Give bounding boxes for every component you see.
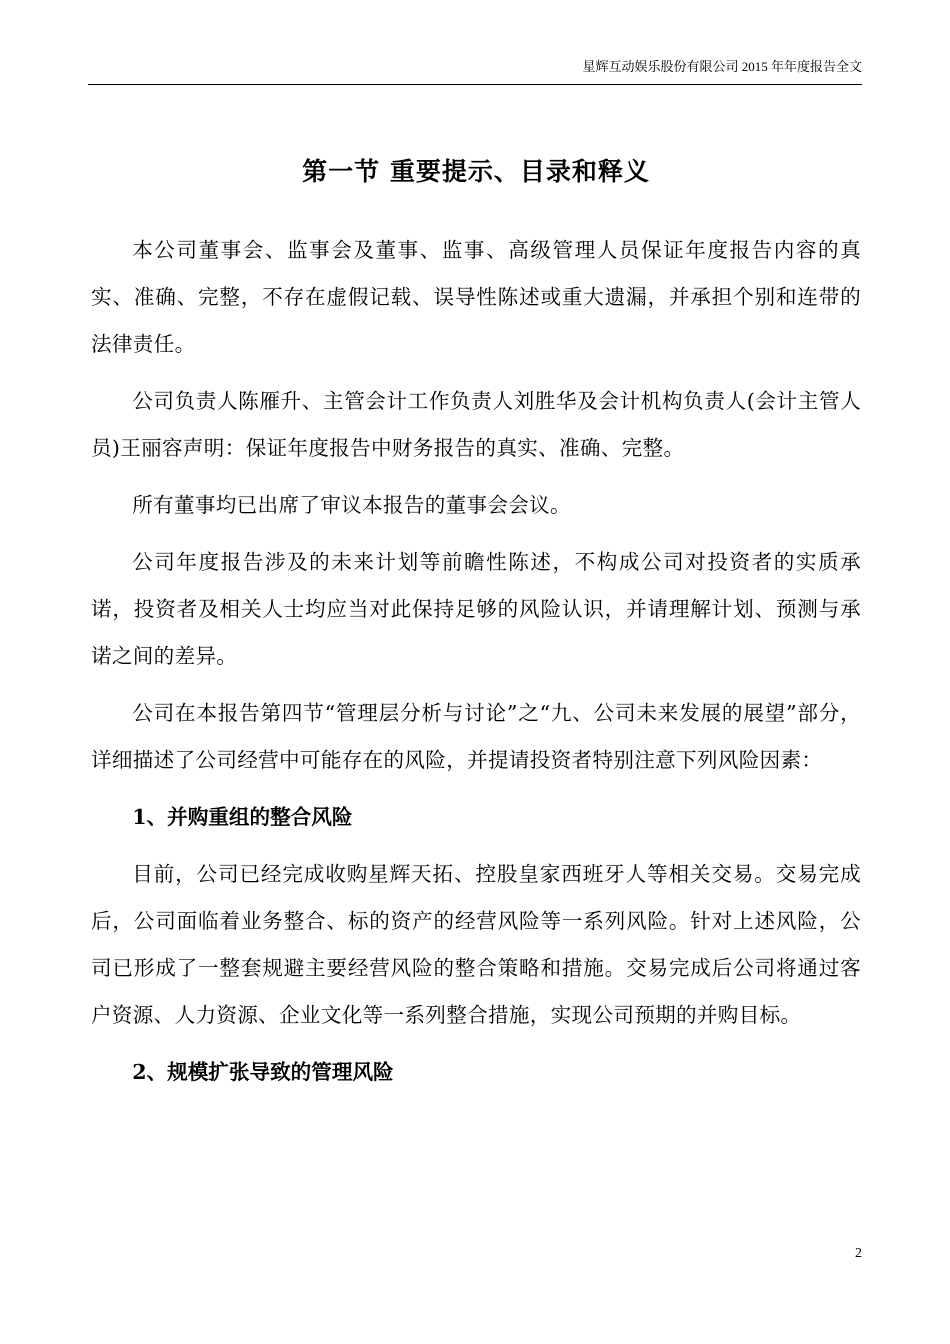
paragraph-risk-intro: 公司在本报告第四节“管理层分析与讨论”之“九、公司未来发展的展望”部分，详细描述了公司经营中可能存在的风险，并提请投资者特别注意下列风险因素： (91, 701, 861, 772)
section-title: 第一节 重要提示、目录和释义 (302, 157, 650, 186)
running-header: 星辉互动娱乐股份有限公司 2015 年年度报告全文 (582, 59, 862, 74)
risk-heading-management: 2、规模扩张导致的管理风险 (132, 1060, 394, 1084)
paragraph-responsible-persons: 公司负责人陈雁升、主管会计工作负责人刘胜华及会计机构负责人(会计主管人员)王丽容声明：保证年度报告中财务报告的真实、准确、完整。 (91, 389, 861, 460)
page-body (91, 148, 861, 1106)
risk-text-integration: 目前，公司已经完成收购星辉天拓、控股皇家西班牙人等相关交易。交易完成后，公司面临着业务整合、标的资产的经营风险等一系列风险。针对上述风险，公司已形成了一整套规避主要经营风险的整合策略和措施。交易完成后公司将通过客户资源、人力资源、企业文化等一系列整合措施，实现公司预期的并购目标。 (91, 862, 861, 1027)
paragraph-forward-looking: 公司年度报告涉及的未来计划等前瞻性陈述，不构成公司对投资者的实质承诺，投资者及相关人士均应当对此保持足够的风险认识，并请理解计划、预测与承诺之间的差异。 (91, 550, 861, 668)
paragraph-directors-attendance: 所有董事均已出席了审议本报告的董事会会议。 (132, 493, 571, 517)
page-number: 2 (855, 1246, 862, 1261)
header-divider (88, 84, 862, 85)
risk-heading-integration: 1、并购重组的整合风险 (132, 805, 353, 829)
paragraph-board-guarantee: 本公司董事会、监事会及董事、监事、高级管理人员保证年度报告内容的真实、准确、完整，不存在虚假记载、误导性陈述或重大遗漏，并承担个别和连带的法律责任。 (91, 238, 861, 356)
